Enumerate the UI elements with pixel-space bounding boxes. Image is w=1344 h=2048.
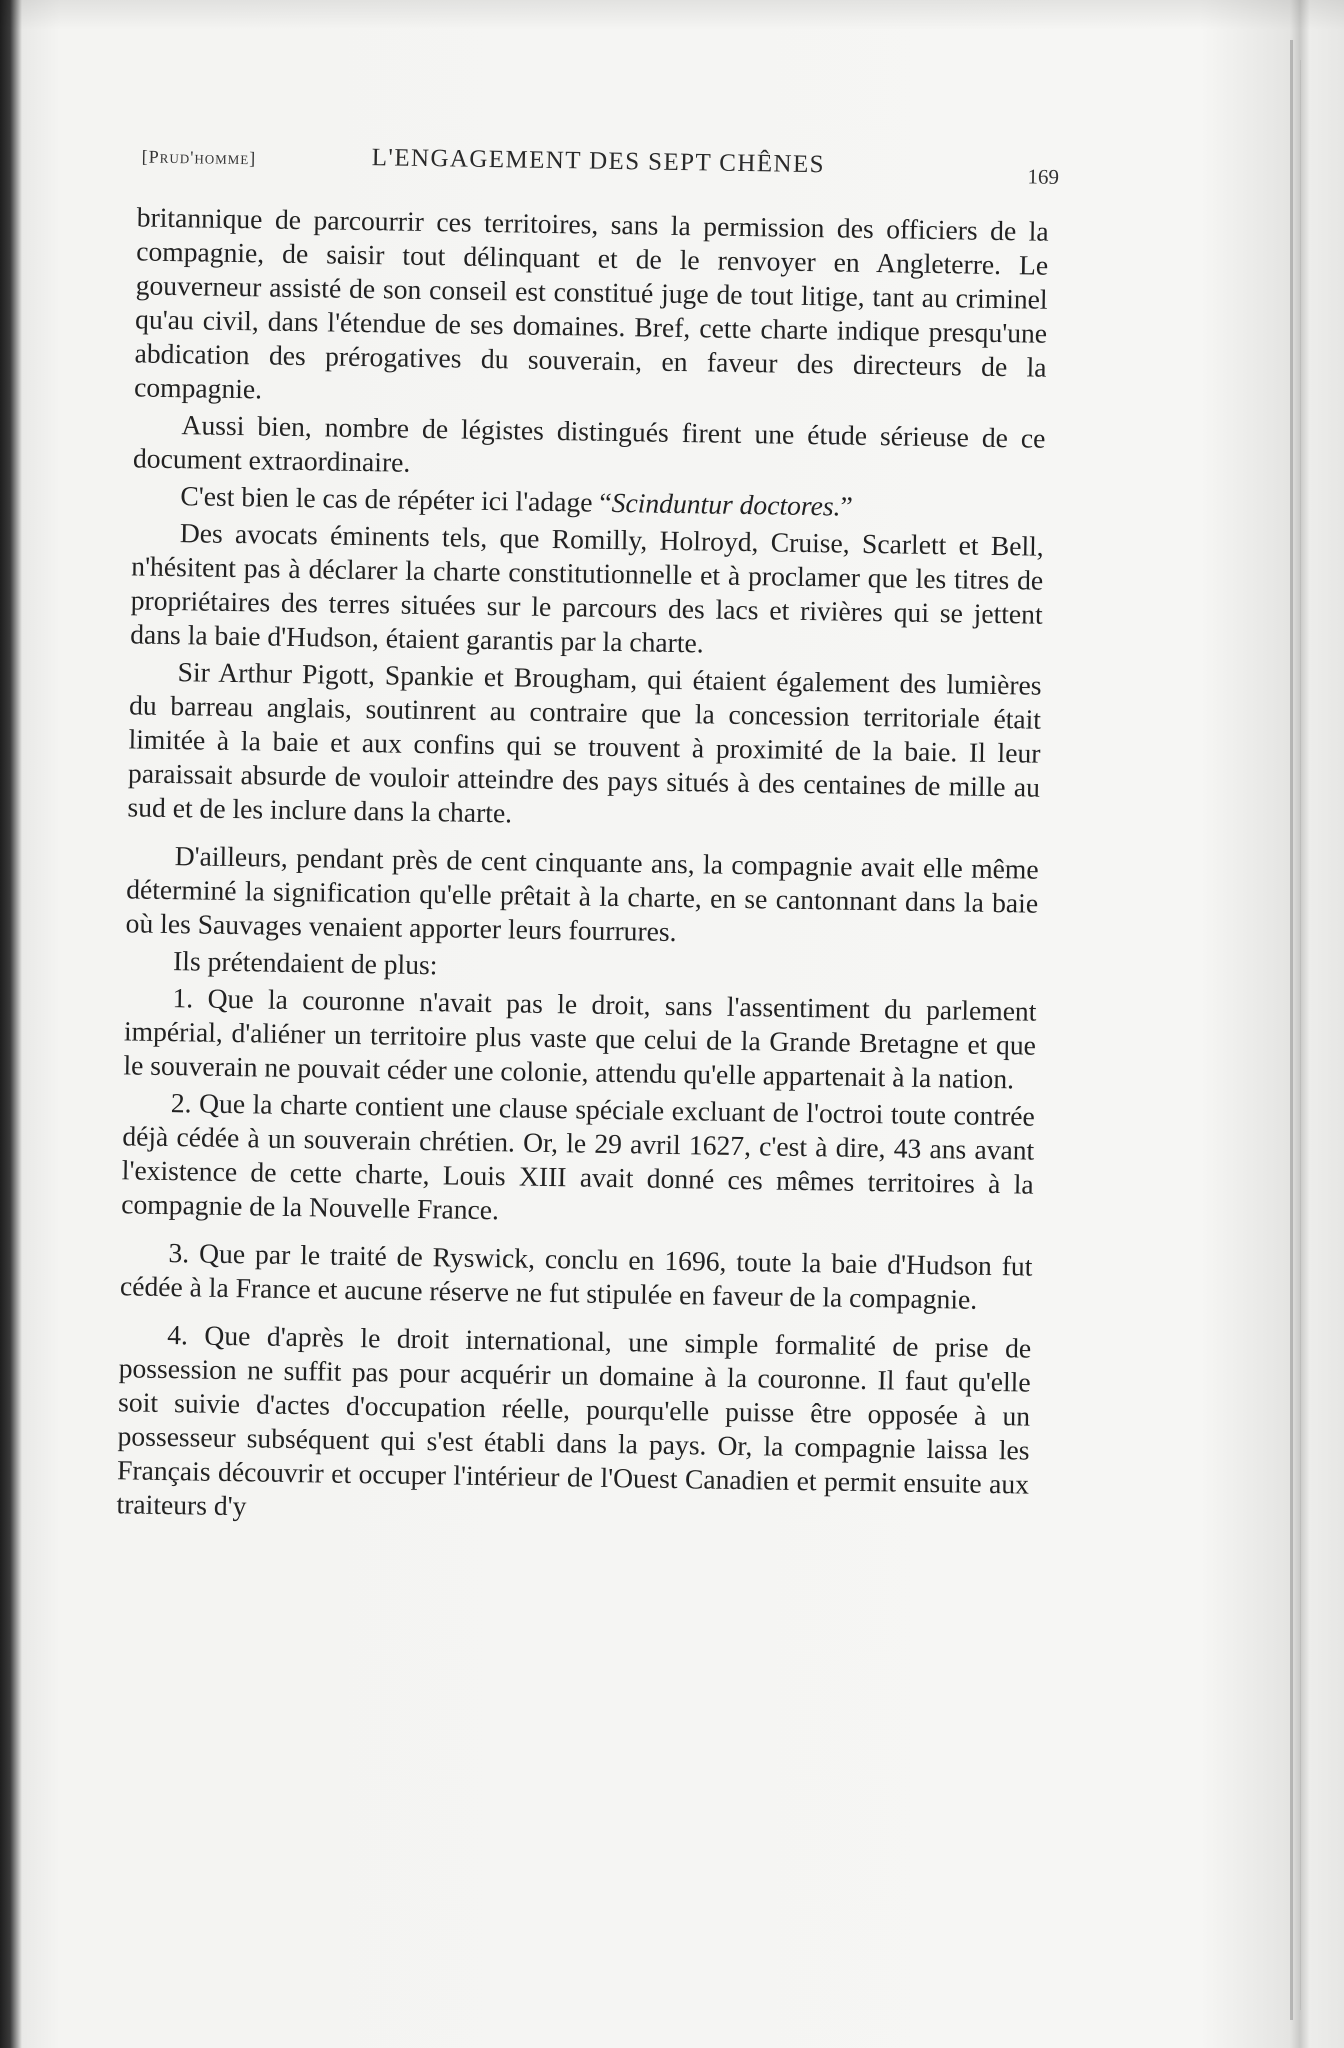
adage-quote: Scinduntur doctores. bbox=[611, 486, 841, 522]
paragraph-ailleurs: D'ailleurs, pendant près de cent cinquante ans, la compagnie avait elle même déterminé la signification qu'elle prêtait à la charte, en se cantonnant dans la baie où les Sauvages venaient apporter leurs fourrures. bbox=[125, 840, 1039, 947]
paragraph-pretendaient: Ils prétendaient de plus: bbox=[172, 945, 438, 981]
paragraph-legists: Aussi bien, nombre de légistes distingués firent une étude sérieuse de ce document extraordinaire. bbox=[132, 409, 1046, 478]
scan-top-shadow bbox=[0, 0, 1344, 30]
page-number: 169 bbox=[1027, 164, 1060, 189]
list-item-2: 2. Que la charte contient une clause spéciale excluant de l'octroi toute contrée déjà cédée à un souverain chrétien. Or, le 29 avril 1627, c'est à dire, 43 ans avant l'existence de cette charte, Louis XIII avait donné ces mêmes territoires à la compagnie de la Nouvelle France. bbox=[121, 1087, 1036, 1226]
paragraph-pigott: Sir Arthur Pigott, Spankie et Brougham, qui étaient également des lumières du barreau anglais, soutinrent au contraire que la concession territoriale était limitée à la baie et aux confins qui se trouvent à proximité de la baie. Il leur paraissait absurde de vouloir atteindre des pays situés à des centaines de mille au sud et de les inclure dans la charte. bbox=[127, 656, 1042, 829]
adage-intro: C'est bien le cas de répéter ici l'adage “ bbox=[180, 480, 612, 518]
list-item-1: 1. Que la couronne n'avait pas le droit, sans l'assentiment du parlement impérial, d'aliéner un territoire plus vaste que celui de la Grande Bretagne et que le souverain ne pouvait céder une colonie, attendu qu'elle appartenait à la nation. bbox=[123, 982, 1037, 1095]
book-page bbox=[82, 140, 1060, 1955]
adjacent-page-edge-line bbox=[1300, 60, 1301, 2010]
paragraph-avocats: Des avocats éminents tels, que Romilly, Holroyd, Cruise, Scarlett et Bell, n'hésitent pas à déclarer la charte constitutionnelle et à proclamer que les titres de propriétaires des terres situées sur le parcours des lacs et rivières qui se jettent dans la baie d'Hudson, étaient garantis par la charte. bbox=[130, 517, 1044, 659]
adage-close: ” bbox=[840, 490, 854, 522]
paragraph-charter-powers: britannique de parcourrir ces territoires, sans la permission des officiers de la compagnie, de saisir tout délinquant et de le renvoyer en Angleterre. Le gouverneur assisté de son conseil est constitué juge de tout litige, tant au criminel qu'au civil, dans l'étendue de ses domaines. Bref, cette charte indique presqu'une abdication des prérogatives du souverain, en faveur des directeurs de la compagnie. bbox=[133, 201, 1049, 405]
list-item-4: 4. Que d'après le droit international, une simple formalité de prise de possession ne suffit pas pour acquérir un domaine à la couronne. Il faut qu'elle soit suivie d'actes d'occupation réelle, pourqu'elle puisse être opposée à un possesseur subséquent qui s'est établi dans la pays. Or, la compagnie laissa les Français découvrir et occuper l'intérieur de l'Ouest Canadien et permit ensuite aux traiteurs d'y bbox=[116, 1319, 1032, 1522]
body-text bbox=[116, 200, 1049, 1538]
running-title: L'ENGAGEMENT DES SEPT CHÊNES bbox=[371, 144, 826, 179]
list-item-3: 3. Que par le traité de Ryswick, conclu en 1696, toute la baie d'Hudson fut cédée à la France et aucune réserve ne fut stipulée en faveur de la compagnie. bbox=[119, 1237, 1033, 1315]
running-author: [Prud'homme] bbox=[141, 146, 257, 169]
adjacent-page-edge bbox=[1290, 40, 1293, 2020]
